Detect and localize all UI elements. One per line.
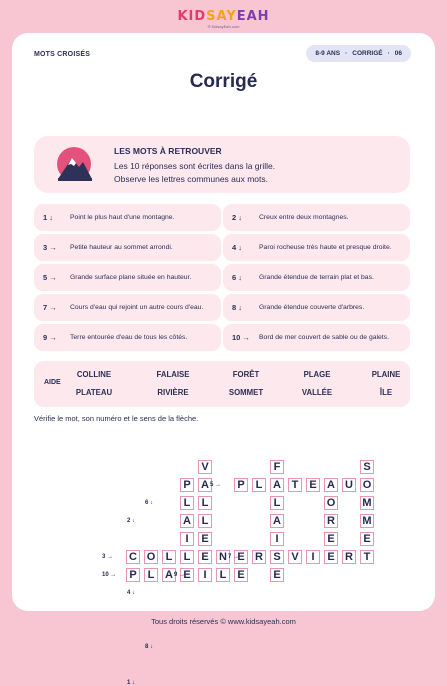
grid-cell: E — [180, 568, 194, 582]
grid-cell: R — [342, 550, 356, 564]
mountain-icon — [54, 143, 94, 185]
pill-mode: CORRIGÉ — [352, 50, 383, 57]
pill-number: 06 — [394, 50, 402, 57]
brand-tagline: ® KidsayEah.com — [207, 24, 240, 29]
clue-text: Cours d'eau qui rejoint un autre cours d'eau. — [70, 304, 204, 311]
grid-clue-label: 4 ↓ — [127, 590, 136, 596]
brand-logo: KIDSAYEAH — [177, 9, 270, 24]
grid-clue-label: 2 ↓ — [127, 518, 136, 524]
grid-cell: L — [198, 514, 212, 528]
pill-age: 8-9 ANS — [315, 50, 341, 57]
word-bank — [34, 361, 410, 407]
word-bank-item: PLAINE — [371, 370, 401, 379]
level-pill: 8-9 ANS · CORRIGÉ · 06 — [306, 45, 411, 62]
grid-cell: L — [144, 568, 158, 582]
grid-cell: I — [306, 550, 320, 564]
grid-cell: P — [126, 568, 140, 582]
grid-cell: A — [162, 568, 176, 582]
clue-item — [223, 204, 410, 231]
grid-clue-label: 1 ↓ — [127, 680, 136, 686]
clue-item — [223, 294, 410, 321]
grid-clue-label: 3 → — [102, 554, 114, 560]
grid-cell: A — [324, 478, 338, 492]
clue-text: Grande surface plane située en hauteur. — [70, 274, 192, 281]
intro-heading: LES MOTS À RETROUVER — [114, 146, 222, 156]
grid-cell: O — [360, 478, 374, 492]
grid-cell: S — [270, 550, 284, 564]
grid-cell: A — [270, 478, 284, 492]
grid-cell: E — [198, 532, 212, 546]
grid-cell: E — [234, 568, 248, 582]
page-title: Corrigé — [189, 71, 258, 92]
clue-item — [34, 294, 221, 321]
grid-clue-label: 7 → — [228, 554, 240, 560]
grid-cell: E — [306, 478, 320, 492]
grid-clue-label: 5 → — [210, 482, 222, 488]
intro-line-2: Observe les lettres communes aux mots. — [114, 174, 269, 184]
word-bank-item: VALLÉE — [301, 388, 333, 397]
clue-number: 4 ↓ — [232, 243, 243, 252]
grid-clue-label: 10 → — [102, 572, 117, 578]
grid-cell: E — [324, 532, 338, 546]
clue-text: Point le plus haut d'une montagne. — [70, 214, 175, 221]
word-bank-item: COLLINE — [76, 370, 112, 379]
grid-cell: M — [360, 514, 374, 528]
grid-cell: C — [126, 550, 140, 564]
grid-cell: V — [288, 550, 302, 564]
grid-cell: L — [180, 550, 194, 564]
clue-number: 6 ↓ — [232, 273, 243, 282]
word-bank-item: SOMMET — [228, 388, 264, 397]
clue-text: Bord de mer couvert de sable ou de galets. — [259, 334, 389, 341]
grid-cell: L — [216, 568, 230, 582]
word-bank-item: PLATEAU — [75, 388, 113, 397]
clue-number: 7 → — [43, 303, 57, 312]
grid-cell: L — [198, 496, 212, 510]
clue-item — [223, 324, 410, 351]
grid-cell: I — [198, 568, 212, 582]
grid-cell: F — [270, 460, 284, 474]
grid-cell: U — [342, 478, 356, 492]
grid-clue-label: 8 ↓ — [145, 644, 154, 650]
clue-text: Creux entre deux montagnes. — [259, 214, 349, 221]
word-bank-item: RIVIÈRE — [157, 388, 189, 397]
grid-cell: E — [360, 532, 374, 546]
grid-cell: E — [324, 550, 338, 564]
clue-number: 9 → — [43, 333, 57, 342]
grid-cell: R — [324, 514, 338, 528]
grid-clue-label: 9 → — [174, 572, 186, 578]
grid-cell: P — [234, 478, 248, 492]
grid-cell: L — [270, 496, 284, 510]
word-bank-label: AIDE — [44, 379, 61, 386]
grid-cell: A — [270, 514, 284, 528]
grid-cell: R — [252, 550, 266, 564]
grid-cell: P — [180, 478, 194, 492]
clue-item — [34, 204, 221, 231]
clue-item — [34, 264, 221, 291]
clue-item — [34, 234, 221, 261]
intro-line-1: Les 10 réponses sont écrites dans la grille. — [114, 161, 276, 171]
word-bank-item: FALAISE — [156, 370, 190, 379]
clue-text: Grande étendue de terrain plat et bas. — [259, 274, 374, 281]
grid-cell: M — [360, 496, 374, 510]
grid-cell: E — [234, 550, 248, 564]
word-bank-item: PLAGE — [303, 370, 331, 379]
clue-number: 5 → — [43, 273, 57, 282]
clue-number: 1 ↓ — [43, 213, 54, 222]
clue-number: 8 ↓ — [232, 303, 243, 312]
grid-cell: I — [270, 532, 284, 546]
grid-cell: O — [144, 550, 158, 564]
grid-clue-label: 6 ↓ — [145, 500, 154, 506]
footer-copyright: Tous droits réservés © www.kidsayeah.com — [151, 617, 296, 626]
clue-number: 3 → — [43, 243, 57, 252]
clue-text: Petite hauteur au sommet arrondi. — [70, 244, 173, 251]
clue-item — [34, 324, 221, 351]
grid-cell: L — [180, 496, 194, 510]
clue-text: Terre entourée d'eau de tous les côtés. — [70, 334, 188, 341]
grid-cell: E — [270, 568, 284, 582]
clue-text: Paroi rocheuse très haute et presque droite. — [259, 244, 392, 251]
grid-cell: A — [198, 478, 212, 492]
clue-number: 10 → — [232, 333, 250, 342]
word-bank-item: FORÊT — [232, 370, 260, 379]
clue-item — [223, 264, 410, 291]
word-bank-item: ÎLE — [379, 388, 393, 397]
grid-cell: S — [360, 460, 374, 474]
grid-cell: T — [360, 550, 374, 564]
grid-cell: I — [180, 532, 194, 546]
instruction-note: Vérifie le mot, son numéro et le sens de la flèche. — [34, 414, 199, 423]
worksheet-type: MOTS CROISÉS — [34, 51, 91, 58]
grid-cell: L — [252, 478, 266, 492]
clue-number: 2 ↓ — [232, 213, 243, 222]
intro-box — [34, 136, 410, 193]
grid-cell: L — [162, 550, 176, 564]
grid-cell: E — [198, 550, 212, 564]
clue-text: Grande étendue couverte d'arbres. — [259, 304, 365, 311]
grid-cell: N — [216, 550, 230, 564]
grid-cell: T — [288, 478, 302, 492]
grid-cell: V — [198, 460, 212, 474]
grid-cell: O — [324, 496, 338, 510]
grid-cell: A — [180, 514, 194, 528]
clue-item — [223, 234, 410, 261]
